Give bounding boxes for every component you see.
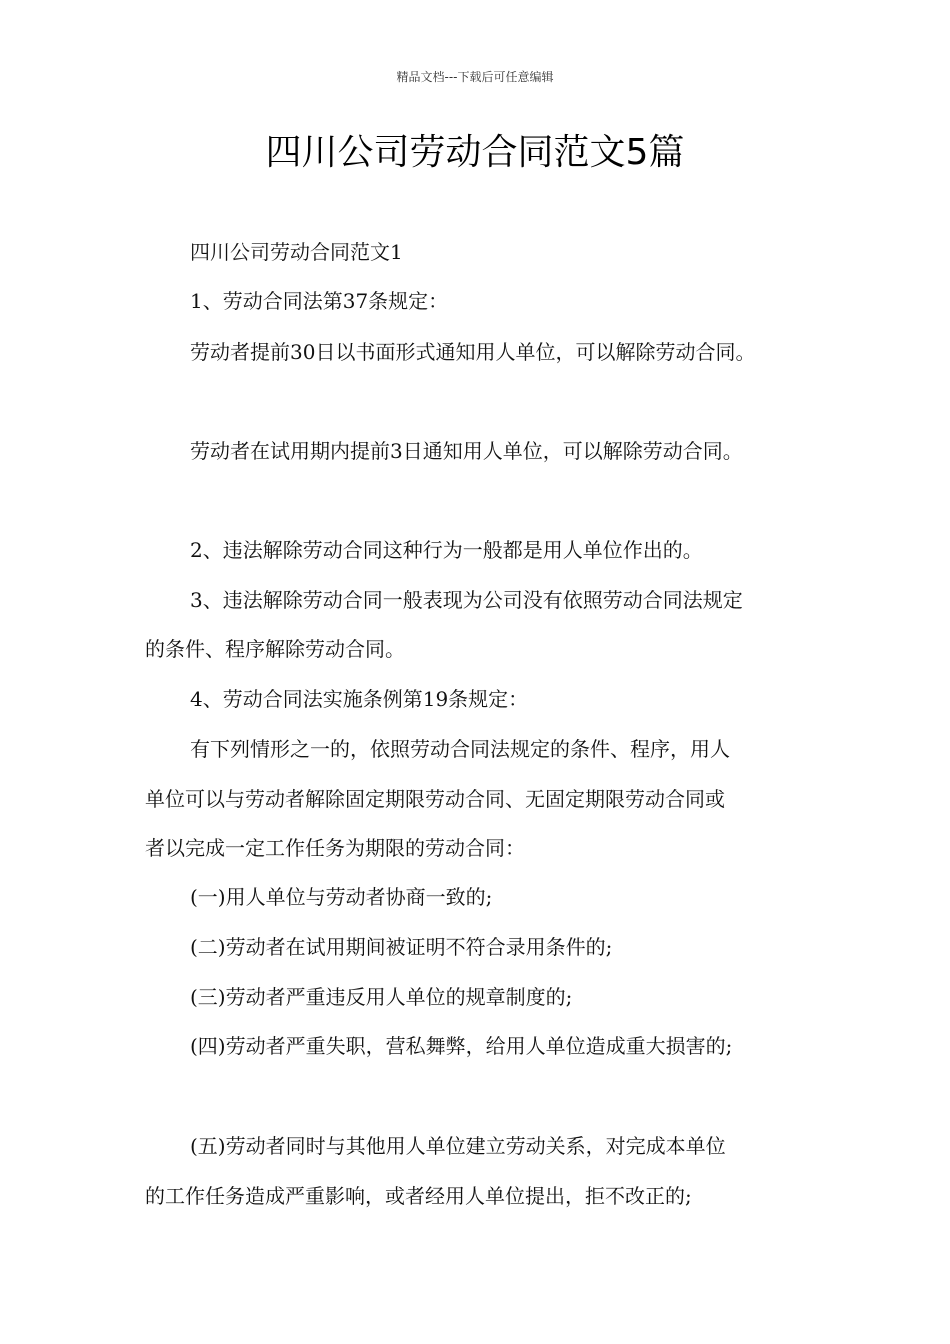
paragraph-line: 有下列情形之一的，依照劳动合同法规定的条件、程序，用人 xyxy=(190,737,730,761)
list-item: (一)用人单位与劳动者协商一致的; xyxy=(190,885,493,909)
paragraph-line: 1、劳动合同法第37条规定： xyxy=(190,289,449,313)
list-item: (四)劳动者严重失职，营私舞弊，给用人单位造成重大损害的; xyxy=(190,1034,733,1058)
document-title: 四川公司劳动合同范文5篇 xyxy=(265,132,685,173)
paragraph-line: 者以完成一定工作任务为期限的劳动合同： xyxy=(145,836,525,860)
list-item: (五)劳动者同时与其他用人单位建立劳动关系，对完成本单位 xyxy=(190,1134,726,1158)
paragraph-line: 4、劳动合同法实施条例第19条规定： xyxy=(190,687,529,711)
list-item: (三)劳动者严重违反用人单位的规章制度的; xyxy=(190,985,573,1009)
paragraph-line: 3、违法解除劳动合同一般表现为公司没有依照劳动合同法规定 xyxy=(190,588,743,612)
section-heading: 四川公司劳动合同范文1 xyxy=(190,240,403,264)
paragraph-line: 劳动者提前30日以书面形式通知用人单位，可以解除劳动合同。 xyxy=(190,340,756,364)
paragraph-line: 单位可以与劳动者解除固定期限劳动合同、无固定期限劳动合同或 xyxy=(145,787,725,811)
list-item-continuation: 的工作任务造成严重影响，或者经用人单位提出，拒不改正的; xyxy=(145,1184,692,1208)
paragraph-line: 2、违法解除劳动合同这种行为一般都是用人单位作出的。 xyxy=(190,538,703,562)
paragraph-line: 劳动者在试用期内提前3日通知用人单位，可以解除劳动合同。 xyxy=(190,439,743,463)
paragraph-line: 的条件、程序解除劳动合同。 xyxy=(145,637,405,661)
list-item: (二)劳动者在试用期间被证明不符合录用条件的; xyxy=(190,935,613,959)
header-note: 精品文档---下载后可任意编辑 xyxy=(396,70,554,84)
